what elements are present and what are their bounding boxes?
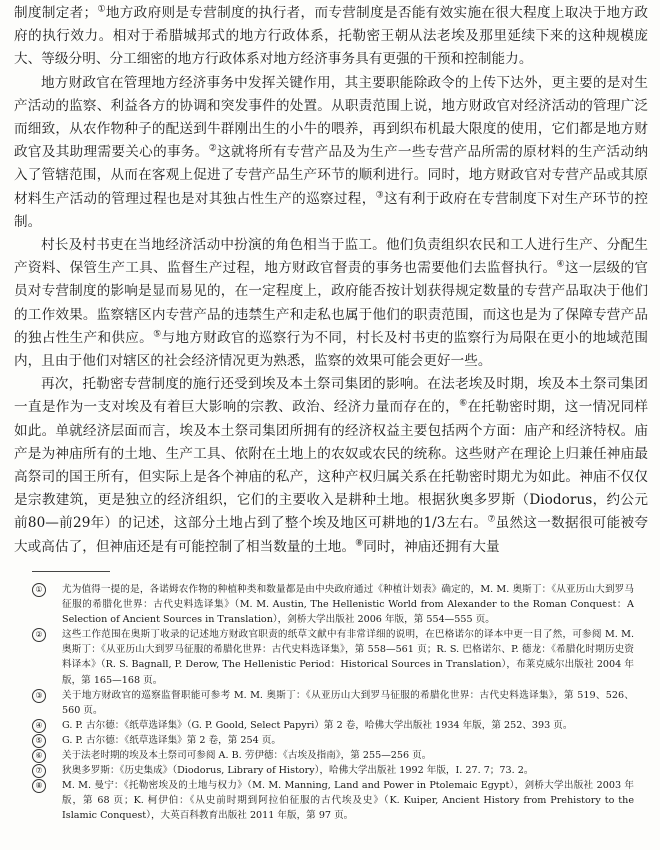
footnote-divider: [32, 571, 110, 572]
footnote-ref-3[interactable]: ③: [375, 190, 384, 201]
footnote-ref-6[interactable]: ⑥: [459, 398, 468, 409]
footnote-text: 关于地方财政官的巡察监督职能可参考 M. M. 奥斯丁：《从亚历山大到罗马征服的希腊化世界：古代史料选译集》，第 519、526、560 页。: [62, 689, 634, 716]
footnote-number: ③: [32, 689, 46, 703]
footnote-ref-8[interactable]: ⑧: [355, 538, 364, 549]
footnote-number: ⑤: [32, 734, 46, 748]
paragraph-3-text: 村长及村书吏在当地经济活动中扮演的角色相当于监工。他们负责组织农民和工人进行生产、分配生产资料、保管生产工具、监督生产过程，地方财政官督责的事务也需要他们去监督执行。: [14, 237, 648, 277]
footnote-6: [32, 748, 634, 763]
footnote-text: 狄奥多罗斯：《历史集成》（Diodorus, Library of History），哈佛大学出版社 1992 年版，I. 27. 7；73. 2。: [62, 765, 534, 777]
footnote-ref-4[interactable]: ④: [556, 259, 565, 270]
paragraph-4-text: 再次，托勒密专营制度的施行还受到埃及本土祭司集团的影响。在法老埃及时期，埃及本土祭司集团一直是作为一支对埃及有着巨大影响的宗教、政治、经济力量而存在的，: [14, 376, 648, 416]
footnotes: [32, 582, 634, 824]
footnote-1: [32, 582, 634, 627]
footnote-8: [32, 778, 634, 823]
paragraph-3: [14, 234, 648, 373]
footnote-number: ④: [32, 719, 46, 733]
footnote-ref-5[interactable]: ⑤: [153, 329, 162, 340]
paragraph-2: [14, 72, 648, 234]
footnote-text: G. P. 古尔德：《纸草选译集》第 2 卷，第 254 页。: [62, 734, 281, 746]
footnote-text: 关于法老时期的埃及本土祭司可参阅 A. B. 劳伊德：《古埃及指南》，第 255—256 页。: [62, 750, 432, 762]
footnote-4: [32, 718, 634, 733]
paragraph-1-tail: 地方政府则是专营制度的执行者，而专营制度是否能有效实施在很大程度上取决于地方政府的执行效力。相对于希腊城邦式的地方行政体系，托勒密王朝从法老埃及那里延续下来的这种规模庞大、等级分明、分工细密的地方行政体系对地方经济事务具有更强的干预和控制能力。: [14, 5, 648, 68]
paragraph-3-tail2: 与地方财政官的巡察行为不同，村长及村书吏的监察行为局限在更小的地域范围内，且由于他们对辖区的社会经济情况更为熟悉，监察的效果可能会更好一些。: [14, 329, 649, 370]
footnote-5: [32, 733, 634, 748]
footnote-number: ⑥: [32, 749, 46, 763]
paragraph-4-tail3: 同时，神庙还拥有大量: [363, 538, 500, 555]
paragraph-4-tail2: 虽然这一数据很可能被夸大或高估了，但神庙还是有可能控制了相当数量的土地。: [14, 515, 648, 555]
footnote-text: 这些工作范围在奥斯丁收录的记述地方财政官职责的纸草文献中有非常详细的说明，在巴格诺尔的译本中更一目了然，可参阅 M. M. 奥斯丁：《从亚历山大到罗马征服的希腊化世界：古代史料选译集》，第 558—561 页；R. S. 巴格诺尔、P. 德龙：《希腊化时期历史资料译本》（R. S. Bagnall, P. Derow, The Hellenistic Period：Historical Sources in Translation），布莱克威尔出版社 2004 年版，第 165—168 页。: [62, 629, 634, 686]
paragraph-4: [14, 373, 648, 559]
footnote-text: 尤为值得一提的是，各诺姆农作物的种植种类和数量都是由中央政府通过《种植计划表》确定的，M. M. 奥斯丁：《从亚历山大到罗马征服的希腊化世界：古代史料选译集》（M. M. Austin, The Hellenistic World from Alexander to the Roman Conquest：A Selection of Ancient Sources in Translation），剑桥大学出版社 2006 年版，第 554—555 页。: [62, 584, 634, 626]
footnote-number: ⑧: [32, 779, 46, 793]
paragraph-3-tail: 这一层级的官员对专营制度的影响是显而易见的，在一定程度上，政府能否按计划获得规定数量的专营产品取决于他们的工作效果。监察辖区内专营产品的违禁生产和走私也属于他们的职责范围，而这也是为了保障专营产品的独占性生产和供应。: [14, 260, 648, 346]
footnote-3: [32, 688, 634, 718]
paragraph-2-tail2: 这有利于政府在专营制度下对生产环节的控制。: [14, 190, 648, 230]
paragraph-4-tail: 在托勒密时期，这一情况同样如此。单就经济层面而言，埃及本土祭司集团所拥有的经济权益主要包括两个方面：庙产和经济特权。庙产是为神庙所有的土地、生产工具、依附在土地上的农奴或农民的统称。这些财产在理论上归兼任神庙最高祭司的国王所有，但实际上是各个神庙的私产，这种产权归属关系在托勒密时期尤为如此。神庙不仅仅是宗教建筑，更是独立的经济组织，它们的主要收入是耕种土地。根据狄奥多罗斯（Diodorus，约公元前80—前29年）的记述，这部分土地占到了整个埃及地区可耕地的1/3左右。: [14, 399, 648, 532]
footnote-ref-7[interactable]: ⑦: [487, 514, 496, 525]
body-text: [14, 2, 648, 559]
footnote-text: M. M. 曼宁：《托勒密埃及的土地与权力》（M. M. Manning, Land and Power in Ptolemaic Egypt），剑桥大学出版社 2003 年版，第 68 页；K. 柯伊伯：《从史前时期到阿拉伯征服的古代埃及史》（K. Kuiper, Ancient History from Prehistory to the Islamic Conquest），大英百科教育出版社 2011 年版，第 97 页。: [62, 780, 634, 822]
footnote-number: ⑦: [32, 764, 46, 778]
footnote-7: [32, 763, 634, 778]
footnote-number: ①: [32, 583, 46, 597]
footnote-ref-1[interactable]: ①: [97, 4, 106, 15]
footnote-text: G. P. 古尔德：《纸草选译集》（G. P. Goold, Select Papyri）第 2 卷，哈佛大学出版社 1934 年版，第 252、393 页。: [62, 719, 573, 731]
footnote-ref-2[interactable]: ②: [208, 143, 218, 154]
footnote-number: ②: [32, 628, 46, 642]
paragraph-2-text: 地方财政官在管理地方经济事务中发挥关键作用，其主要职能除政令的上传下达外，更主要的是对生产活动的监察、利益各方的协调和突发事件的处置。从职责范围上说，地方财政官对经济活动的管理广泛而细致，从农作物种子的配送到牛群刚出生的小牛的喂养，再到织布机最大限度的使用，它们都是地方财政官及其助理需要关心的事务。: [14, 74, 648, 161]
footnote-2: [32, 627, 634, 687]
paragraph-2-tail: 这就将所有专营产品及为生产一些专营产品所需的原材料的生产活动纳入了管辖范围，从而在客观上促进了专营产品生产环节的顺利进行。同时，地方财政官对专营产品或其原材料生产活动的管理过程也是对其独占性生产的巡察过程，: [14, 144, 648, 207]
paragraph-1: [14, 2, 648, 72]
paragraph-1-text: 制度制定者；: [14, 5, 98, 21]
